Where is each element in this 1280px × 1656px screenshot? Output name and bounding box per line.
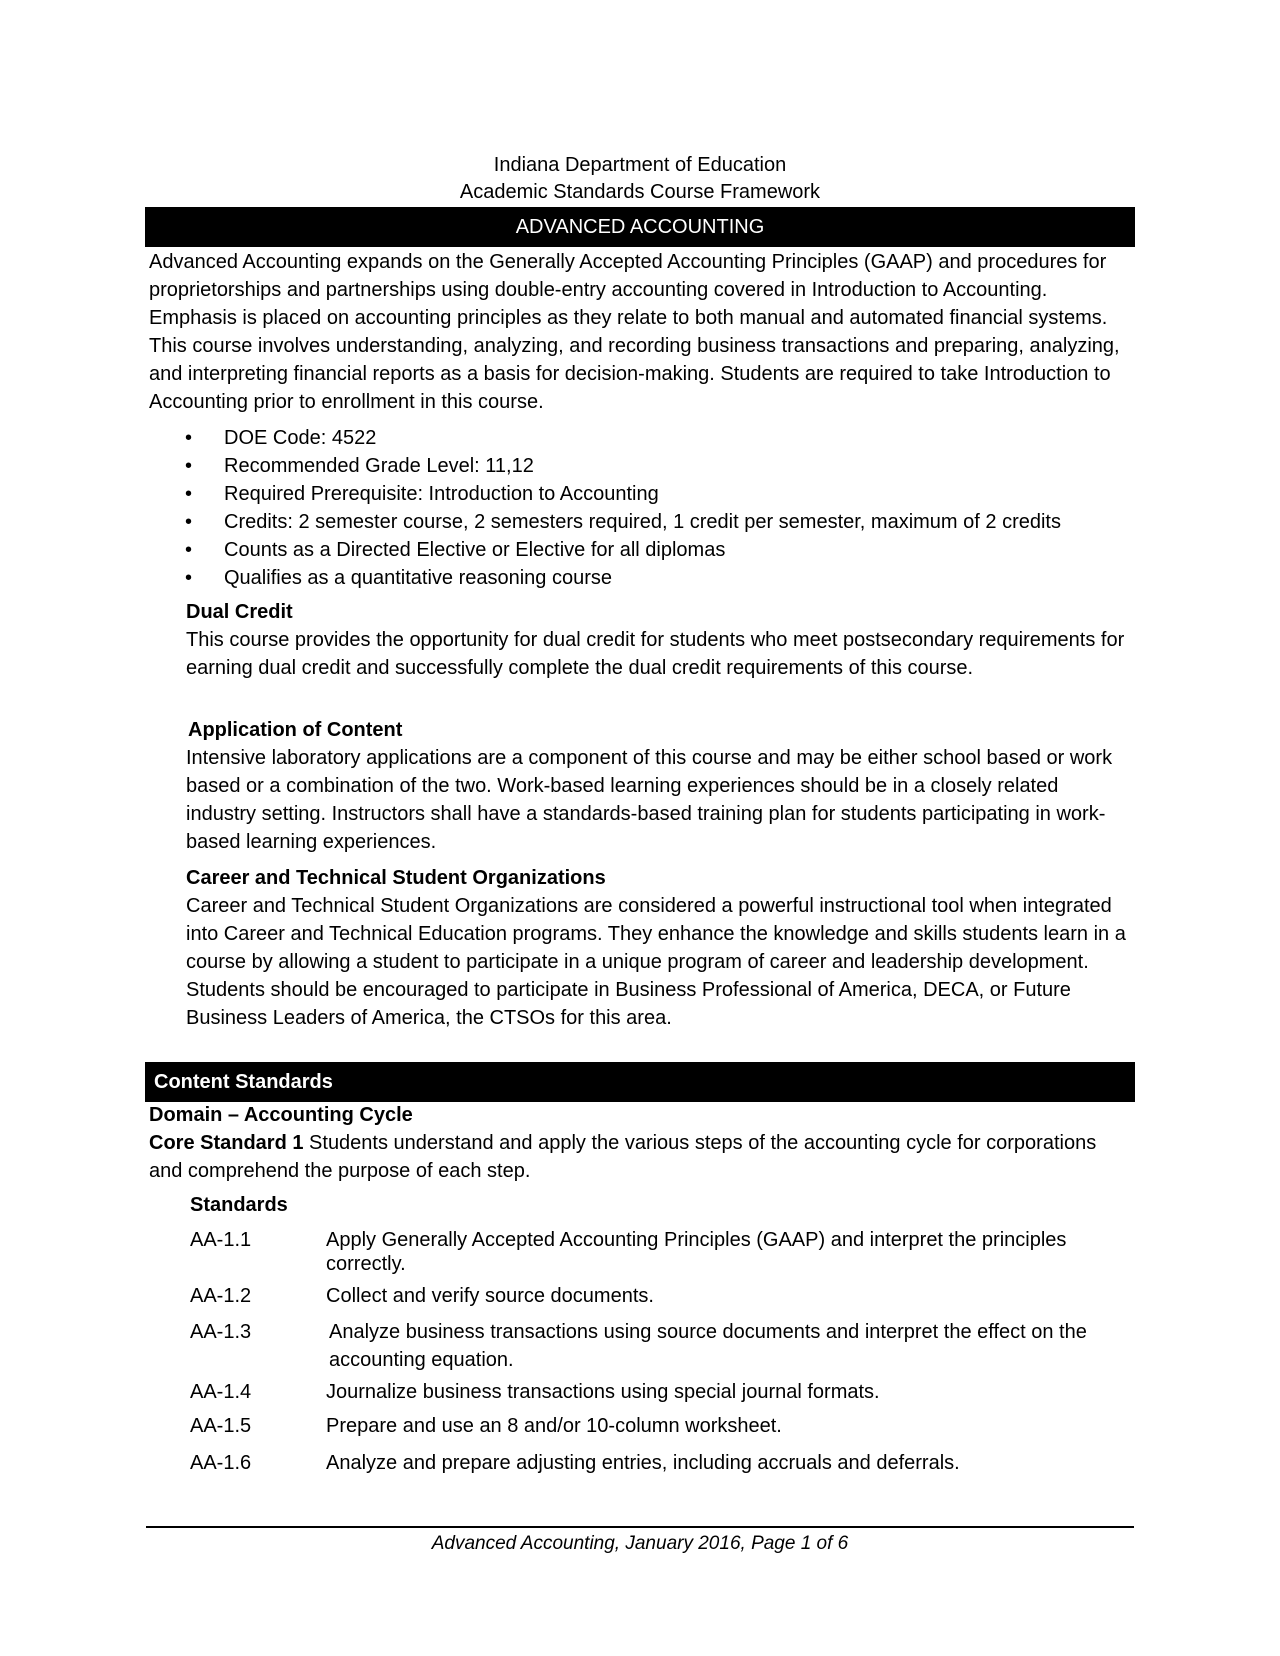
- list-item: [149, 564, 1124, 592]
- standard-code: AA-1.4: [190, 1381, 252, 1403]
- standard-text: Analyze and prepare adjusting entries, including accruals and deferrals.: [326, 1452, 960, 1474]
- list-item: [149, 424, 1124, 452]
- core-standard-text: Students understand and apply the various steps of the accounting cycle for corporations and comprehend the purpose of each step.: [149, 1132, 1097, 1182]
- bullet-icon: •: [185, 567, 193, 589]
- domain-heading: Domain – Accounting Cycle: [149, 1104, 413, 1126]
- standard-text: Prepare and use an 8 and/or 10-column worksheet.: [326, 1415, 782, 1437]
- standard-code: AA-1.5: [190, 1415, 252, 1437]
- standard-text: Journalize business transactions using special journal formats.: [326, 1381, 880, 1403]
- standard-code: AA-1.6: [190, 1452, 252, 1474]
- page-footer: Advanced Accounting, January 2016, Page 1 of 6: [431, 1533, 849, 1554]
- application-heading: Application of Content: [188, 719, 403, 741]
- bullet-icon: •: [185, 483, 193, 505]
- application-body: Intensive laboratory applications are a component of this course and may be either school based or work based or a combination of the two. Work-based learning experiences should be in a closely related industry setting. Instructors shall have a standards-based training plan for students participating in work-based learning experiences.: [186, 747, 1113, 853]
- core-standard: [149, 1129, 1124, 1185]
- list-item: [149, 508, 1124, 536]
- detail-elective: Counts as a Directed Elective or Elective for all diplomas: [224, 539, 726, 561]
- standard-code: AA-1.2: [190, 1285, 252, 1307]
- dual-credit-body: This course provides the opportunity for dual credit for students who meet postsecondary requirements for earning dual credit and successfully complete the dual credit requirements of this course.: [186, 629, 1125, 679]
- ctso-body: Career and Technical Student Organizations are considered a powerful instructional tool when integrated into Career and Technical Education programs. They enhance the knowledge and skills students learn in a course by allowing a student to participate in a unique program of career and leadership development. Students should be encouraged to participate in Business Professional of America, DECA, or Future Business Leaders of America, the CTSOs for this area.: [186, 895, 1126, 1029]
- course-description: Advanced Accounting expands on the Generally Accepted Accounting Principles (GAAP) and procedures for proprietorships and partnerships using double-entry accounting covered in Introduction to Accounting. Emphasis is placed on accounting principles as they relate to both manual and automated financial systems. This course involves understanding, analyzing, and recording business transactions and preparing, analyzing, and interpreting financial reports as a basis for decision-making. Students are required to take Introduction to Accounting prior to enrollment in this course.: [149, 251, 1120, 413]
- list-item: [149, 536, 1124, 564]
- detail-grade-level: Recommended Grade Level: 11,12: [224, 455, 534, 477]
- bullet-icon: •: [185, 539, 193, 561]
- header-organization: Indiana Department of Education: [493, 154, 787, 176]
- standard-text: Analyze business transactions using source documents and interpret the effect on the accounting equation.: [329, 1321, 1087, 1371]
- standard-code: AA-1.3: [190, 1321, 252, 1343]
- detail-quantitative: Qualifies as a quantitative reasoning course: [224, 567, 613, 589]
- list-item: [149, 452, 1124, 480]
- core-standard-label: Core Standard 1: [149, 1132, 304, 1154]
- course-details-list: [149, 424, 1124, 592]
- standards-heading: Standards: [190, 1194, 288, 1216]
- content-standards-bar: Content Standards: [145, 1062, 1135, 1102]
- bullet-icon: •: [185, 455, 193, 477]
- dual-credit-heading: Dual Credit: [186, 601, 293, 623]
- standard-code: AA-1.1: [190, 1229, 252, 1251]
- standard-text: Apply Generally Accepted Accounting Principles (GAAP) and interpret the principles correctly.: [326, 1229, 1067, 1275]
- course-title-bar: ADVANCED ACCOUNTING: [145, 207, 1135, 247]
- list-item: [149, 480, 1124, 508]
- bullet-icon: •: [185, 511, 193, 533]
- detail-prerequisite: Required Prerequisite: Introduction to Accounting: [224, 483, 659, 505]
- ctso-heading: Career and Technical Student Organizations: [186, 867, 606, 889]
- bullet-icon: •: [185, 427, 193, 449]
- detail-doe-code: DOE Code: 4522: [224, 427, 377, 449]
- standard-text: Collect and verify source documents.: [326, 1285, 654, 1307]
- footer-divider: [146, 1526, 1134, 1528]
- detail-credits: Credits: 2 semester course, 2 semesters required, 1 credit per semester, maximum of 2 credits: [224, 511, 1061, 533]
- header-framework: Academic Standards Course Framework: [459, 181, 821, 203]
